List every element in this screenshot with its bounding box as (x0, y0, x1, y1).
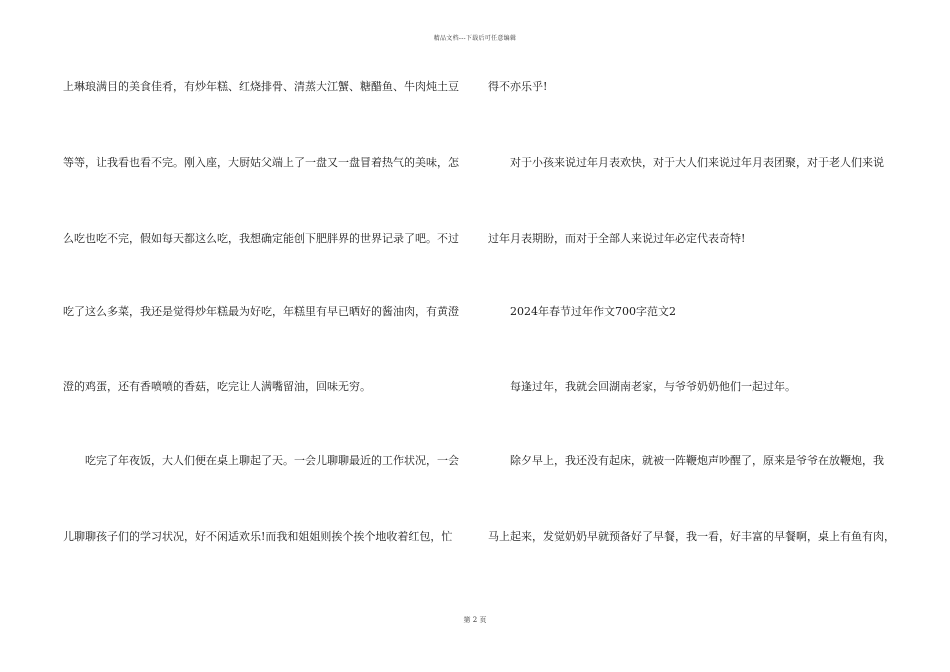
paragraph-line: 吃完了年夜饭，大人们便在桌上聊起了天。一会儿聊聊最近的工作状况，一会 (85, 454, 459, 467)
paragraph-line: 上琳琅满目的美食佳肴，有炒年糕、红烧排骨、清蒸大江蟹、糖醋鱼、牛肉炖土豆 (63, 80, 459, 93)
paragraph-line: 等等，让我看也看不完。刚入座，大厨姑父端上了一盘又一盘冒着热气的美味，怎 (63, 156, 459, 169)
paragraph-line: 得不亦乐乎! (488, 80, 548, 93)
page-number: 第 2 页 (463, 616, 487, 624)
left-column (63, 0, 471, 600)
paragraph-line: 马上起来，发觉奶奶早就预备好了早餐，我一看，好丰富的早餐啊，桌上有鱼有肉， (488, 530, 895, 543)
right-column (488, 0, 900, 600)
paragraph-line: 吃了这么多菜，我还是觉得炒年糕最为好吃，年糕里有早已晒好的酱油肉，有黄澄 (63, 305, 459, 318)
paragraph-line: 对于小孩来说过年月表欢快，对于大人们来说过年月表团聚，对于老人们来说 (510, 156, 884, 169)
paragraph-line: 澄的鸡蛋，还有香喷喷的香菇，吃完让人满嘴留油，回味无穷。 (63, 380, 371, 393)
paragraph-line: 每逢过年，我就会回湖南老家，与爷爷奶奶他们一起过年。 (510, 380, 796, 393)
page-header: 精品文档---下载后可任意编辑 (433, 35, 517, 42)
paragraph-line: 儿聊聊孩子们的学习状况，好不闲适欢乐!而我和姐姐则挨个挨个地收着红包，忙 (63, 530, 453, 543)
paragraph-line: 么吃也吃不完，假如每天都这么吃，我想确定能创下肥胖界的世界记录了吧。不过 (63, 232, 459, 245)
paragraph-line: 除夕早上，我还没有起床，就被一阵鞭炮声吵醒了，原来是爷爷在放鞭炮，我 (510, 454, 884, 467)
section-title: 2024年春节过年作文700字范文2 (510, 305, 676, 318)
paragraph-line: 过年月表期盼，而对于全部人来说过年必定代表奇特! (488, 232, 746, 245)
